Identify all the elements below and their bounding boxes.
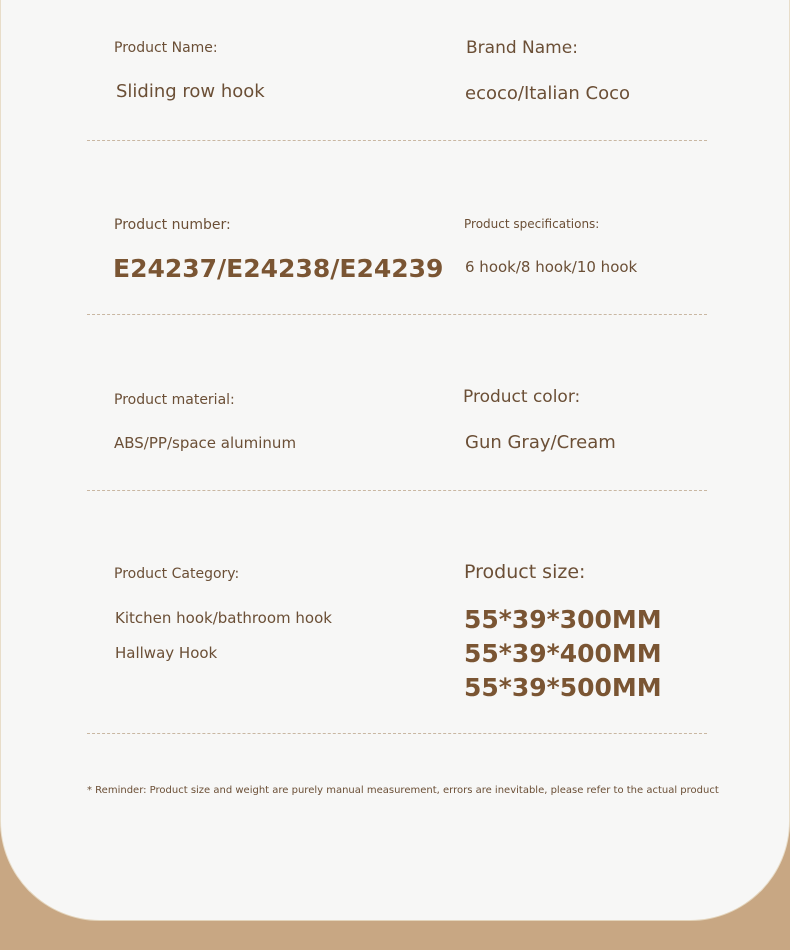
divider-2 (87, 314, 707, 315)
size-value-3: 55*39*500MM (464, 673, 662, 702)
size-label: Product size: (464, 561, 586, 583)
size-value-1: 55*39*300MM (464, 605, 662, 634)
product-number-value: E24237/E24238/E24239 (113, 254, 444, 283)
category-value-1: Kitchen hook/bathroom hook (115, 609, 332, 627)
material-label: Product material: (114, 392, 235, 408)
divider-1 (87, 140, 707, 141)
category-label: Product Category: (114, 566, 240, 582)
brand-name-label: Brand Name: (466, 38, 578, 58)
product-name-value: Sliding row hook (116, 81, 265, 102)
brand-name-value: ecoco/Italian Coco (465, 83, 631, 104)
divider-4 (87, 733, 707, 734)
color-label: Product color: (463, 387, 581, 407)
color-value: Gun Gray/Cream (465, 432, 616, 453)
reminder-note: * Reminder: Product size and weight are purely manual measurement, errors are inevitable, please refer to the actual product (87, 785, 719, 796)
specifications-label: Product specifications: (464, 217, 600, 231)
product-number-label: Product number: (114, 217, 231, 233)
category-value-2: Hallway Hook (115, 644, 218, 662)
size-value-2: 55*39*400MM (464, 639, 662, 668)
product-name-label: Product Name: (114, 40, 218, 56)
material-value: ABS/PP/space aluminum (114, 434, 297, 452)
specifications-value: 6 hook/8 hook/10 hook (465, 258, 638, 276)
divider-3 (87, 490, 707, 491)
